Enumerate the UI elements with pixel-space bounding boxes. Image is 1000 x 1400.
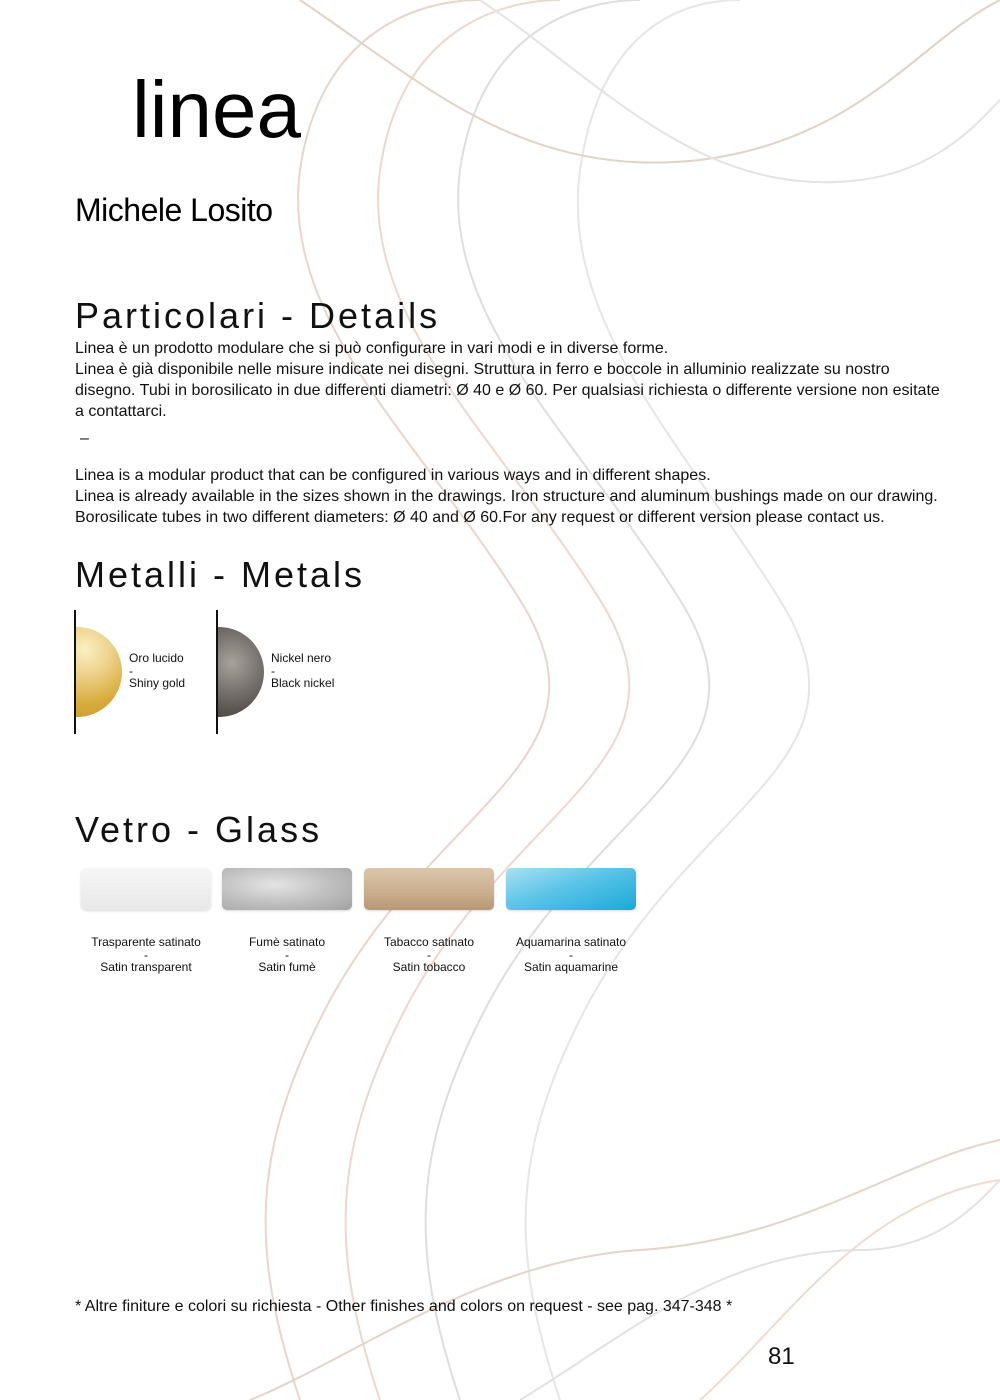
page-number: 81 — [768, 1343, 795, 1370]
satin-fume-swatch — [222, 868, 352, 910]
satin-tobacco-swatch — [364, 868, 494, 910]
glass-dash: - — [144, 947, 148, 962]
english-paragraph-2: Linea is already available in the sizes shown in the drawings. Iron structure and aluminum bushings made on our drawing. Borosilicate tubes in two different diameters: Ø 40 and Ø 60.For any request or different version please contact us. — [75, 488, 938, 526]
details-italian-text — [75, 338, 945, 422]
details-english-text — [75, 465, 945, 528]
italian-paragraph-2: Linea è già disponibile nelle misure indicate nei disegni. Struttura in ferro e boccole in alluminio realizzate su nostro disegno. Tubi in borosilicato in due differenti diametri: Ø 40 e Ø 60. Per qualsiasi richiesta o differente versione non esitate a contattarci. — [75, 361, 940, 420]
metal-dash: - — [271, 663, 275, 678]
language-separator: – — [80, 430, 89, 447]
glass-label — [71, 936, 221, 974]
metals-heading: Metalli - Metals — [75, 554, 366, 595]
glass-finish-satin-fume — [222, 868, 352, 974]
glass-label — [354, 936, 504, 974]
metal-finish-black-nickel — [216, 610, 356, 734]
glass-name-en: Satin aquamarine — [523, 960, 619, 974]
metal-name-en: Shiny gold — [129, 676, 186, 690]
shiny-gold-swatch — [76, 627, 122, 717]
finishes-footnote: * Altre finiture e colori su richiesta - Other finishes and colors on request - see pag. 347-348 * — [75, 1298, 733, 1315]
glass-heading: Vetro - Glass — [75, 809, 323, 850]
satin-aquamarine-swatch — [506, 868, 636, 910]
glass-finish-satin-tobacco — [364, 868, 494, 974]
glass-finish-satin-transparent — [81, 868, 211, 974]
glass-name-it: Trasparente satinato — [91, 935, 201, 949]
glass-dash: - — [285, 947, 289, 962]
glass-name-en: Satin transparent — [100, 960, 192, 974]
metal-name-en: Black nickel — [271, 676, 335, 690]
english-paragraph-1: Linea is a modular product that can be configured in various ways and in different shapes. — [75, 467, 711, 484]
glass-name-it: Aquamarina satinato — [515, 935, 627, 949]
glass-name-en: Satin fumè — [258, 960, 316, 974]
glass-name-en: Satin tobacco — [392, 960, 466, 974]
satin-transparent-swatch — [81, 868, 211, 910]
designer-name: Michele Losito — [75, 192, 273, 228]
glass-label — [212, 936, 362, 974]
metal-name-it: Nickel nero — [271, 651, 332, 665]
metal-label — [271, 652, 334, 690]
black-nickel-swatch — [218, 627, 264, 717]
metal-label — [129, 652, 185, 690]
details-heading: Particolari - Details — [75, 295, 441, 336]
glass-finish-satin-aquamarine — [506, 868, 636, 974]
glass-dash: - — [569, 947, 573, 962]
italian-paragraph-1: Linea è un prodotto modulare che si può configurare in vari modi e in diverse forme. — [75, 340, 669, 357]
glass-name-it: Fumè satinato — [248, 935, 326, 949]
metal-dash: - — [129, 663, 133, 678]
glass-label — [496, 936, 646, 974]
product-title: linea — [132, 65, 302, 154]
metal-name-it: Oro lucido — [129, 651, 184, 665]
glass-dash: - — [427, 947, 431, 962]
metal-finish-shiny-gold — [74, 610, 214, 734]
glass-name-it: Tabacco satinato — [383, 935, 475, 949]
